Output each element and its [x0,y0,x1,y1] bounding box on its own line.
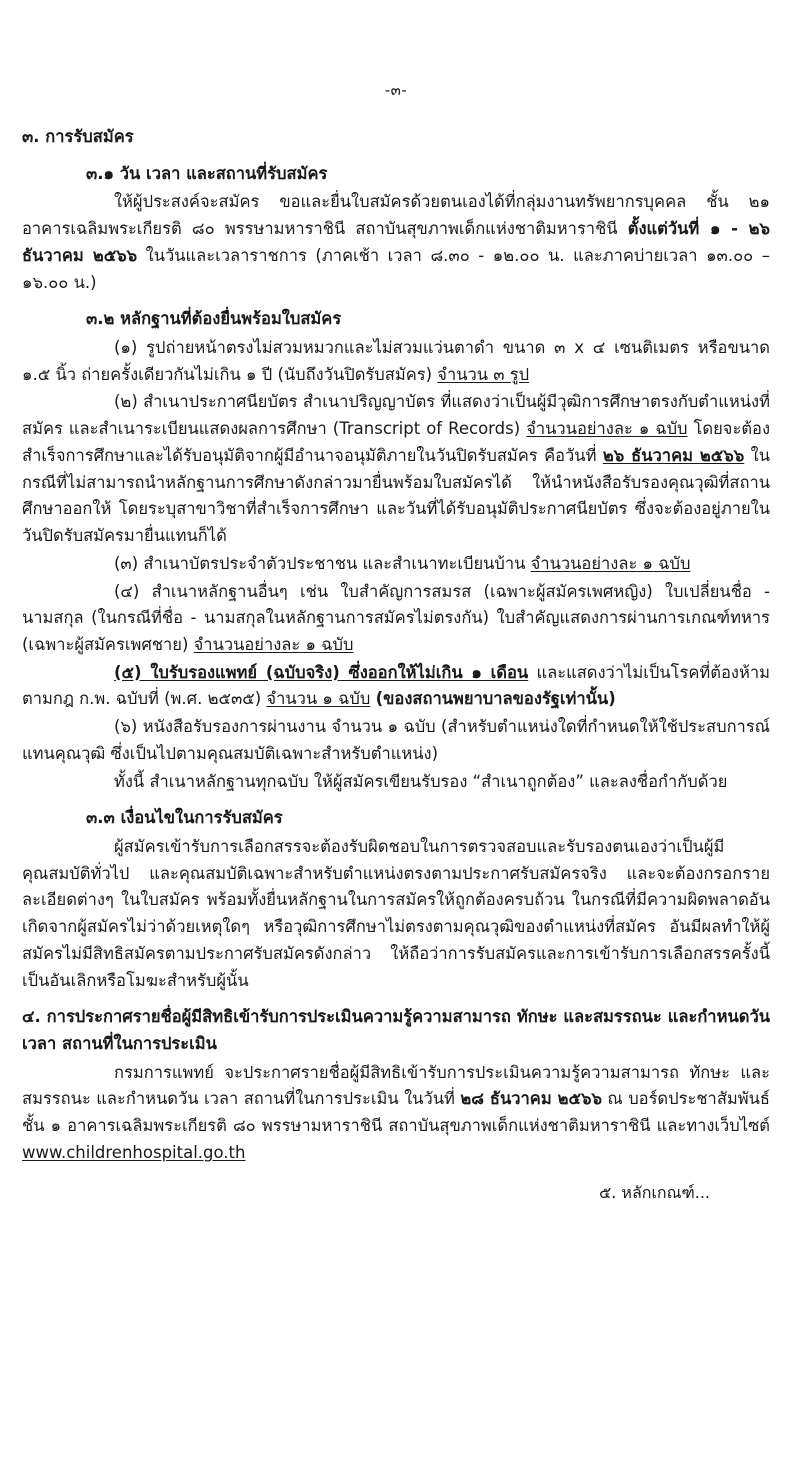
paragraph [22,579,770,659]
paragraph [22,769,770,796]
document-body [22,124,770,1167]
text-run: จำนวนอย่างละ ๑ ฉบับ [193,634,354,654]
text-run: ให้ผู้ประสงค์จะสมัคร ขอและยื่นใบสมัครด้วยตนเองได้ที่กลุ่มงานทรัพยากรบุคคล ชั้น ๒๑ อาคารเฉลิมพระเกียรติ ๘๐ พรรษามหาราชินี สถาบันสุขภาพเด็กแห่งชาติมหาราชินี [22,192,770,239]
text-run: ในวันและเวลาราชการ (ภาคเช้า เวลา ๘.๓๐ - ๑๒.๐๐ น. และภาคบ่ายเวลา ๑๓.๐๐ – ๑๖.๐๐ น.) [22,245,770,292]
text-run: โดยจะต้องสำเร็จการศึกษาและได้รับอนุมัติจากผู้มีอำนาจอนุมัติภายในวันปิดรับสมัคร คือวันที่ [22,419,771,465]
text-run: (๕) ใบรับรองแพทย์ (ฉบับจริง) ซึ่งออกให้ไม่เกิน ๑ เดือน [114,662,529,682]
text-run: ๒๘ ธันวาคม ๒๕๖๖ [460,1089,602,1109]
text-run: ๒๖ ธันวาคม ๒๕๖๖ [602,445,745,465]
text-run: ณ บอร์ดประชาสัมพันธ์ ชั้น ๑ อาคารเฉลิมพระเกียรติ ๘๐ พรรษามหาราชินี สถาบันสุขภาพเด็กแห่งชาติมหาราชินี และทางเว็บไซต์ [22,1089,770,1136]
text-run: จำนวนอย่างละ ๑ ฉบับ [526,419,688,439]
paragraph [22,834,770,994]
paragraph [22,1060,770,1167]
text-run: ตั้งแต่วันที่ ๑ - ๒๖ ธันวาคม ๒๕๖๖ [22,219,770,265]
paragraph [22,189,770,296]
paragraph [22,714,770,767]
paragraph [22,551,770,578]
paragraph [22,389,770,549]
subsection-heading: ๓.๒ หลักฐานที่ต้องยื่นพร้อมใบสมัคร [86,309,342,329]
text-run: (๓) สำเนาบัตรประจำตัวประชาชน และสำเนาทะเบียนบ้าน [114,553,531,573]
text-run: จำนวน ๑ ฉบับ [266,689,371,709]
text-run: จำนวน ๓ รูป [437,364,530,384]
continuation-note: ๕. หลักเกณฑ์... [599,1182,710,1202]
text-run: (๑) รูปถ่ายหน้าตรงไม่สวมหมวกและไม่สวมแว่นตาดำ ขนาด ๓ x ๔ เซนติเมตร หรือขนาด ๑.๕ นิ้ว ถ่ายครั้งเดียวกันไม่เกิน ๑ ปี (นับถึงวันปิดรับสมัคร) [22,338,770,384]
subsection-heading: ๓.๑ วัน เวลา และสถานที่รับสมัคร [86,163,328,183]
text-run: (๖) หนังสือรับรองการผ่านงาน จำนวน ๑ ฉบับ (สำหรับตำแหน่งใดที่กำหนดให้ใช้ประสบการณ์แทนคุณวุฒิ ซึ่งเป็นไปตามคุณสมบัติเฉพาะสำหรับตำแหน่ง) [22,717,770,763]
section-heading: ๓. การรับสมัคร [22,127,134,146]
text-run: กรมการแพทย์ จะประกาศรายชื่อผู้มีสิทธิเข้ารับการประเมินความรู้ความสามารถ ทักษะ และสมรรถนะ และกำหนดวัน เวลา สถานที่ในการประเมิน ในวันที่ [22,1062,770,1109]
text-run: จำนวนอย่างละ ๑ ฉบับ [530,553,691,573]
page-number: -๓- [384,81,408,99]
paragraph [22,335,770,388]
paragraph [22,660,770,713]
text-run: ทั้งนี้ สำเนาหลักฐานทุกฉบับ ให้ผู้สมัครเขียนรับรอง “สำเนาถูกต้อง” และลงชื่อกำกับด้วย [114,771,728,791]
subsection-heading: ๓.๓ เงื่อนไขในการรับสมัคร [86,808,283,828]
text-run: (๔) สำเนาหลักฐานอื่นๆ เช่น ใบสำคัญการสมรส (เฉพาะผู้สมัครเพศหญิง) ใบเปลี่ยนชื่อ - นามสกุล (ในกรณีที่ชื่อ - นามสกุลในหลักฐานการสมัครไม่ตรงกัน) ใบสำคัญแสดงการผ่านการเกณฑ์ทหาร (เฉพาะผู้สมัครเพศชาย) [22,581,770,654]
section-heading: ๔. การประกาศรายชื่อผู้มีสิทธิเข้ารับการประเมินความรู้ความสามารถ ทักษะ และสมรรถนะ และกำหนดวัน เวลา สถานที่ในการประเมิน [22,1007,770,1053]
text-run: ในกรณีที่ไม่สามารถนำหลักฐานการศึกษาดังกล่าวมายื่นพร้อมใบสมัครได้ ให้นำหนังสือรับรองคุณวุฒิที่สถานศึกษาออกให้ โดยระบุสาขาวิชาที่สำเร็จการศึกษา และวันที่ได้รับอนุมัติประกาศนียบัตร ซึ่งจะต้องอยู่ภายในวันปิดรับสมัครมายื่นแทนก็ได้ [22,445,770,546]
text-run[interactable]: www.childrenhospital.go.th [22,1142,246,1162]
text-run: (๒) สำเนาประกาศนียบัตร สำเนาปริญญาบัตร ที่แสดงว่าเป็นผู้มีวุฒิการศึกษาตรงกับตำแหน่งที่สมัคร และสำเนาระเบียนแสดงผลการศึกษา (Transcript of Records) [22,392,770,439]
text-run: (ของสถานพยาบาลของรัฐเท่านั้น) [375,689,616,709]
text-run: และแสดงว่าไม่เป็นโรคที่ต้องห้ามตามกฎ ก.พ. ฉบับที่ (พ.ศ. ๒๕๓๕) [22,662,770,709]
text-run: ผู้สมัครเข้ารับการเลือกสรรจะต้องรับผิดชอบในการตรวจสอบและรับรองตนเองว่าเป็นผู้มีคุณสมบัติทั่วไป และคุณสมบัติเฉพาะสำหรับตำแหน่งตรงตามประกาศรับสมัครจริง และจะต้องกรอกรายละเอียดต่างๆ ในใบสมัคร พร้อมทั้งยื่นหลักฐานในการสมัครให้ถูกต้องครบถ้วน ในกรณีที่มีความผิดพลาดอันเกิดจากผู้สมัครไม่ว่าด้วยเหตุใดๆ หรือวุฒิการศึกษาไม่ตรงตามคุณวุฒิของตำแหน่งที่สมัคร อันมีผลทำให้ผู้สมัครไม่มีสิทธิสมัครตามประกาศรับสมัครดังกล่าว ให้ถือว่าการรับสมัครและการเข้ารับการเลือกสรรครั้งนี้เป็นอันเลิกหรือโมฆะสำหรับผู้นั้น [22,836,770,990]
